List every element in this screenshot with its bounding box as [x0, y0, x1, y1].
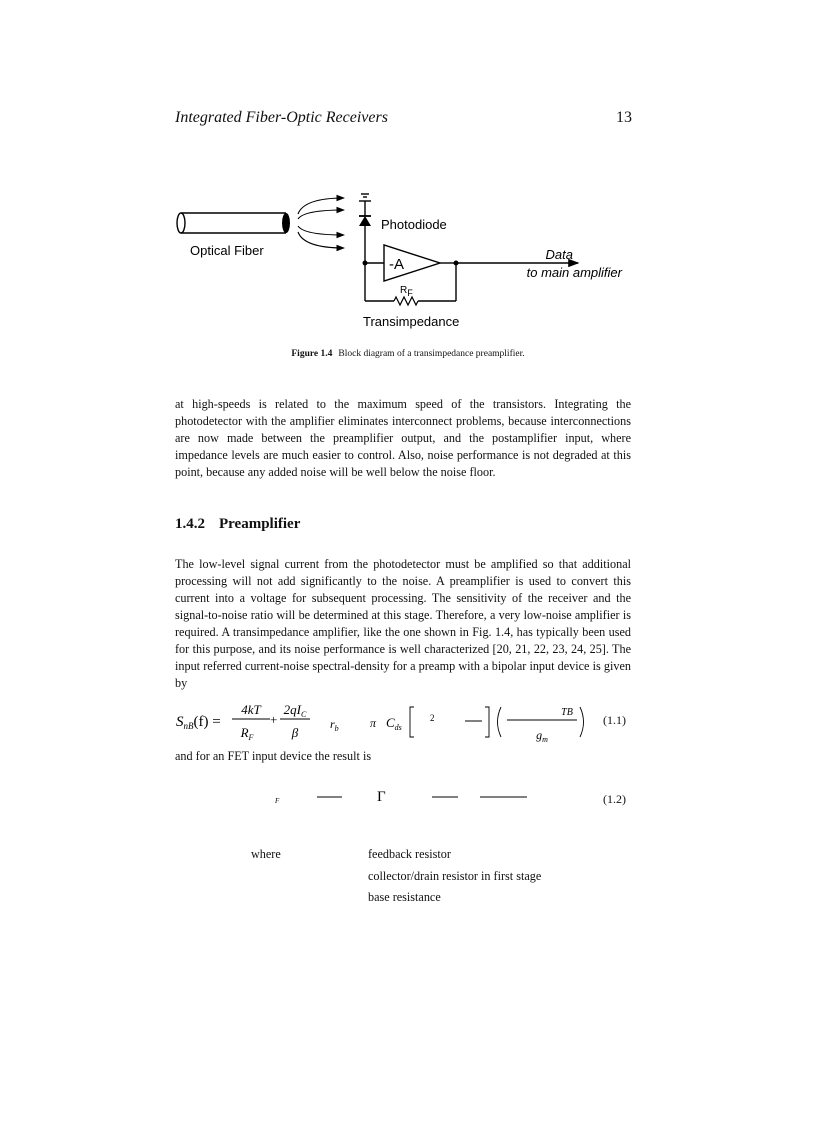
body-paragraph-2: The low-level signal current from the photodetector must be amplified so that additional processing will not add significantly to the noise. A preamplifier is used to convert this current into a voltage for subsequent processing. The sensitivity of the receiver and the signal-to-noise ratio will be determined at this stage. Therefore, a very low-noise amplifier is required. A transimpedance amplifier, like the one shown in Fig. 1.4, has typically been used for this purpose, and its noise performance is well characterized [20, 21, 22, 23, 24, 25]. The input referred current-noise spectral-density for a preamp with a bipolar input device is given by	[175, 557, 631, 690]
body-paragraph-3: and for an FET input device the result is	[175, 749, 372, 763]
where-label: where	[251, 847, 281, 861]
eq1-pi: π	[370, 716, 377, 730]
equation-1-2	[250, 785, 550, 809]
output-label-line1: Data	[545, 247, 573, 262]
optical-fiber-icon	[177, 213, 290, 233]
eq1-rb: r	[330, 717, 335, 731]
svg-text:gm	[536, 728, 548, 744]
equation-1-1-number: (1.1)	[603, 713, 626, 727]
where-item-feedback-resistor: feedback resistor	[368, 847, 451, 861]
eq1-term2-den: β	[291, 725, 299, 740]
section-heading	[175, 516, 300, 533]
ground-icon	[359, 194, 371, 216]
eq1-term2-num: 2qI	[283, 702, 301, 717]
transimpedance-label: Transimpedance	[363, 314, 460, 329]
section-number: 1.4.2	[175, 516, 205, 532]
figure-transimpedance-diagram	[170, 186, 640, 336]
eq1-paren-den: g	[536, 728, 543, 742]
resistor-label-sub: F	[407, 288, 413, 298]
eq1-term1-den-sub: F	[248, 733, 254, 742]
eq1-square: 2	[430, 713, 435, 723]
eq1-lhs-s: S	[176, 714, 184, 730]
figure-caption-text: Block diagram of a transimpedance preamplifier.	[338, 349, 525, 359]
svg-text:SnB(f) =	[176, 714, 221, 731]
eq2-sub-f: F	[275, 797, 280, 805]
svg-text:RF	[240, 725, 254, 742]
equation-1-1	[170, 695, 600, 747]
eq2-gamma: Γ	[377, 789, 386, 805]
where-item-base-resistance: base resistance	[368, 890, 441, 904]
resistor-label	[400, 285, 413, 298]
eq1-cds-sub: ds	[394, 723, 402, 732]
photodiode-icon	[359, 216, 371, 263]
svg-text:rb	[330, 717, 339, 733]
eq1-paren-num: TB	[561, 707, 573, 718]
eq1-cds: C	[386, 715, 395, 730]
input-node	[363, 261, 368, 266]
svg-text:2qIC	[284, 702, 307, 719]
resistor-label-main: R	[400, 285, 408, 296]
body-paragraph-1: at high-speeds is related to the maximum speed of the transistors. Integrating the photodetector with the amplifier eliminates interconnect problems, because interconnections are now made between the preamplifier output, and the postamplifier input, where impedance levels are much easier to control. Also, noise performance is not degraded at this point, because any added noise will be well below the noise floor.	[175, 397, 631, 479]
svg-text:Cds	[386, 715, 402, 732]
eq1-plus: +	[270, 712, 278, 727]
eq1-term1-den: R	[240, 725, 249, 740]
page-number: 13	[616, 109, 632, 126]
eq1-term1-num: 4kT	[241, 702, 261, 717]
eq1-rb-sub: b	[334, 724, 339, 733]
optical-fiber-label: Optical Fiber	[190, 243, 264, 258]
output-label-line2: to main amplifier	[526, 265, 622, 280]
photodiode-label: Photodiode	[381, 217, 447, 232]
where-item-collector-resistor: collector/drain resistor in first stage	[368, 869, 542, 883]
light-rays-icon	[298, 198, 344, 248]
eq1-lhs-sub: nB	[183, 721, 194, 731]
figure-caption	[0, 349, 816, 359]
figure-caption-label: Figure 1.4	[291, 349, 333, 359]
equation-1-2-number: (1.2)	[603, 792, 626, 806]
running-header-title: Integrated Fiber-Optic Receivers	[175, 109, 388, 126]
eq1-paren-den-sub: m	[542, 735, 548, 744]
amplifier-label: -A	[389, 256, 404, 273]
eq1-term2-num-sub: C	[301, 710, 307, 719]
section-title: Preamplifier	[219, 516, 301, 532]
eq1-lhs-arg: (f) =	[193, 714, 221, 730]
resistor-icon	[394, 297, 418, 305]
